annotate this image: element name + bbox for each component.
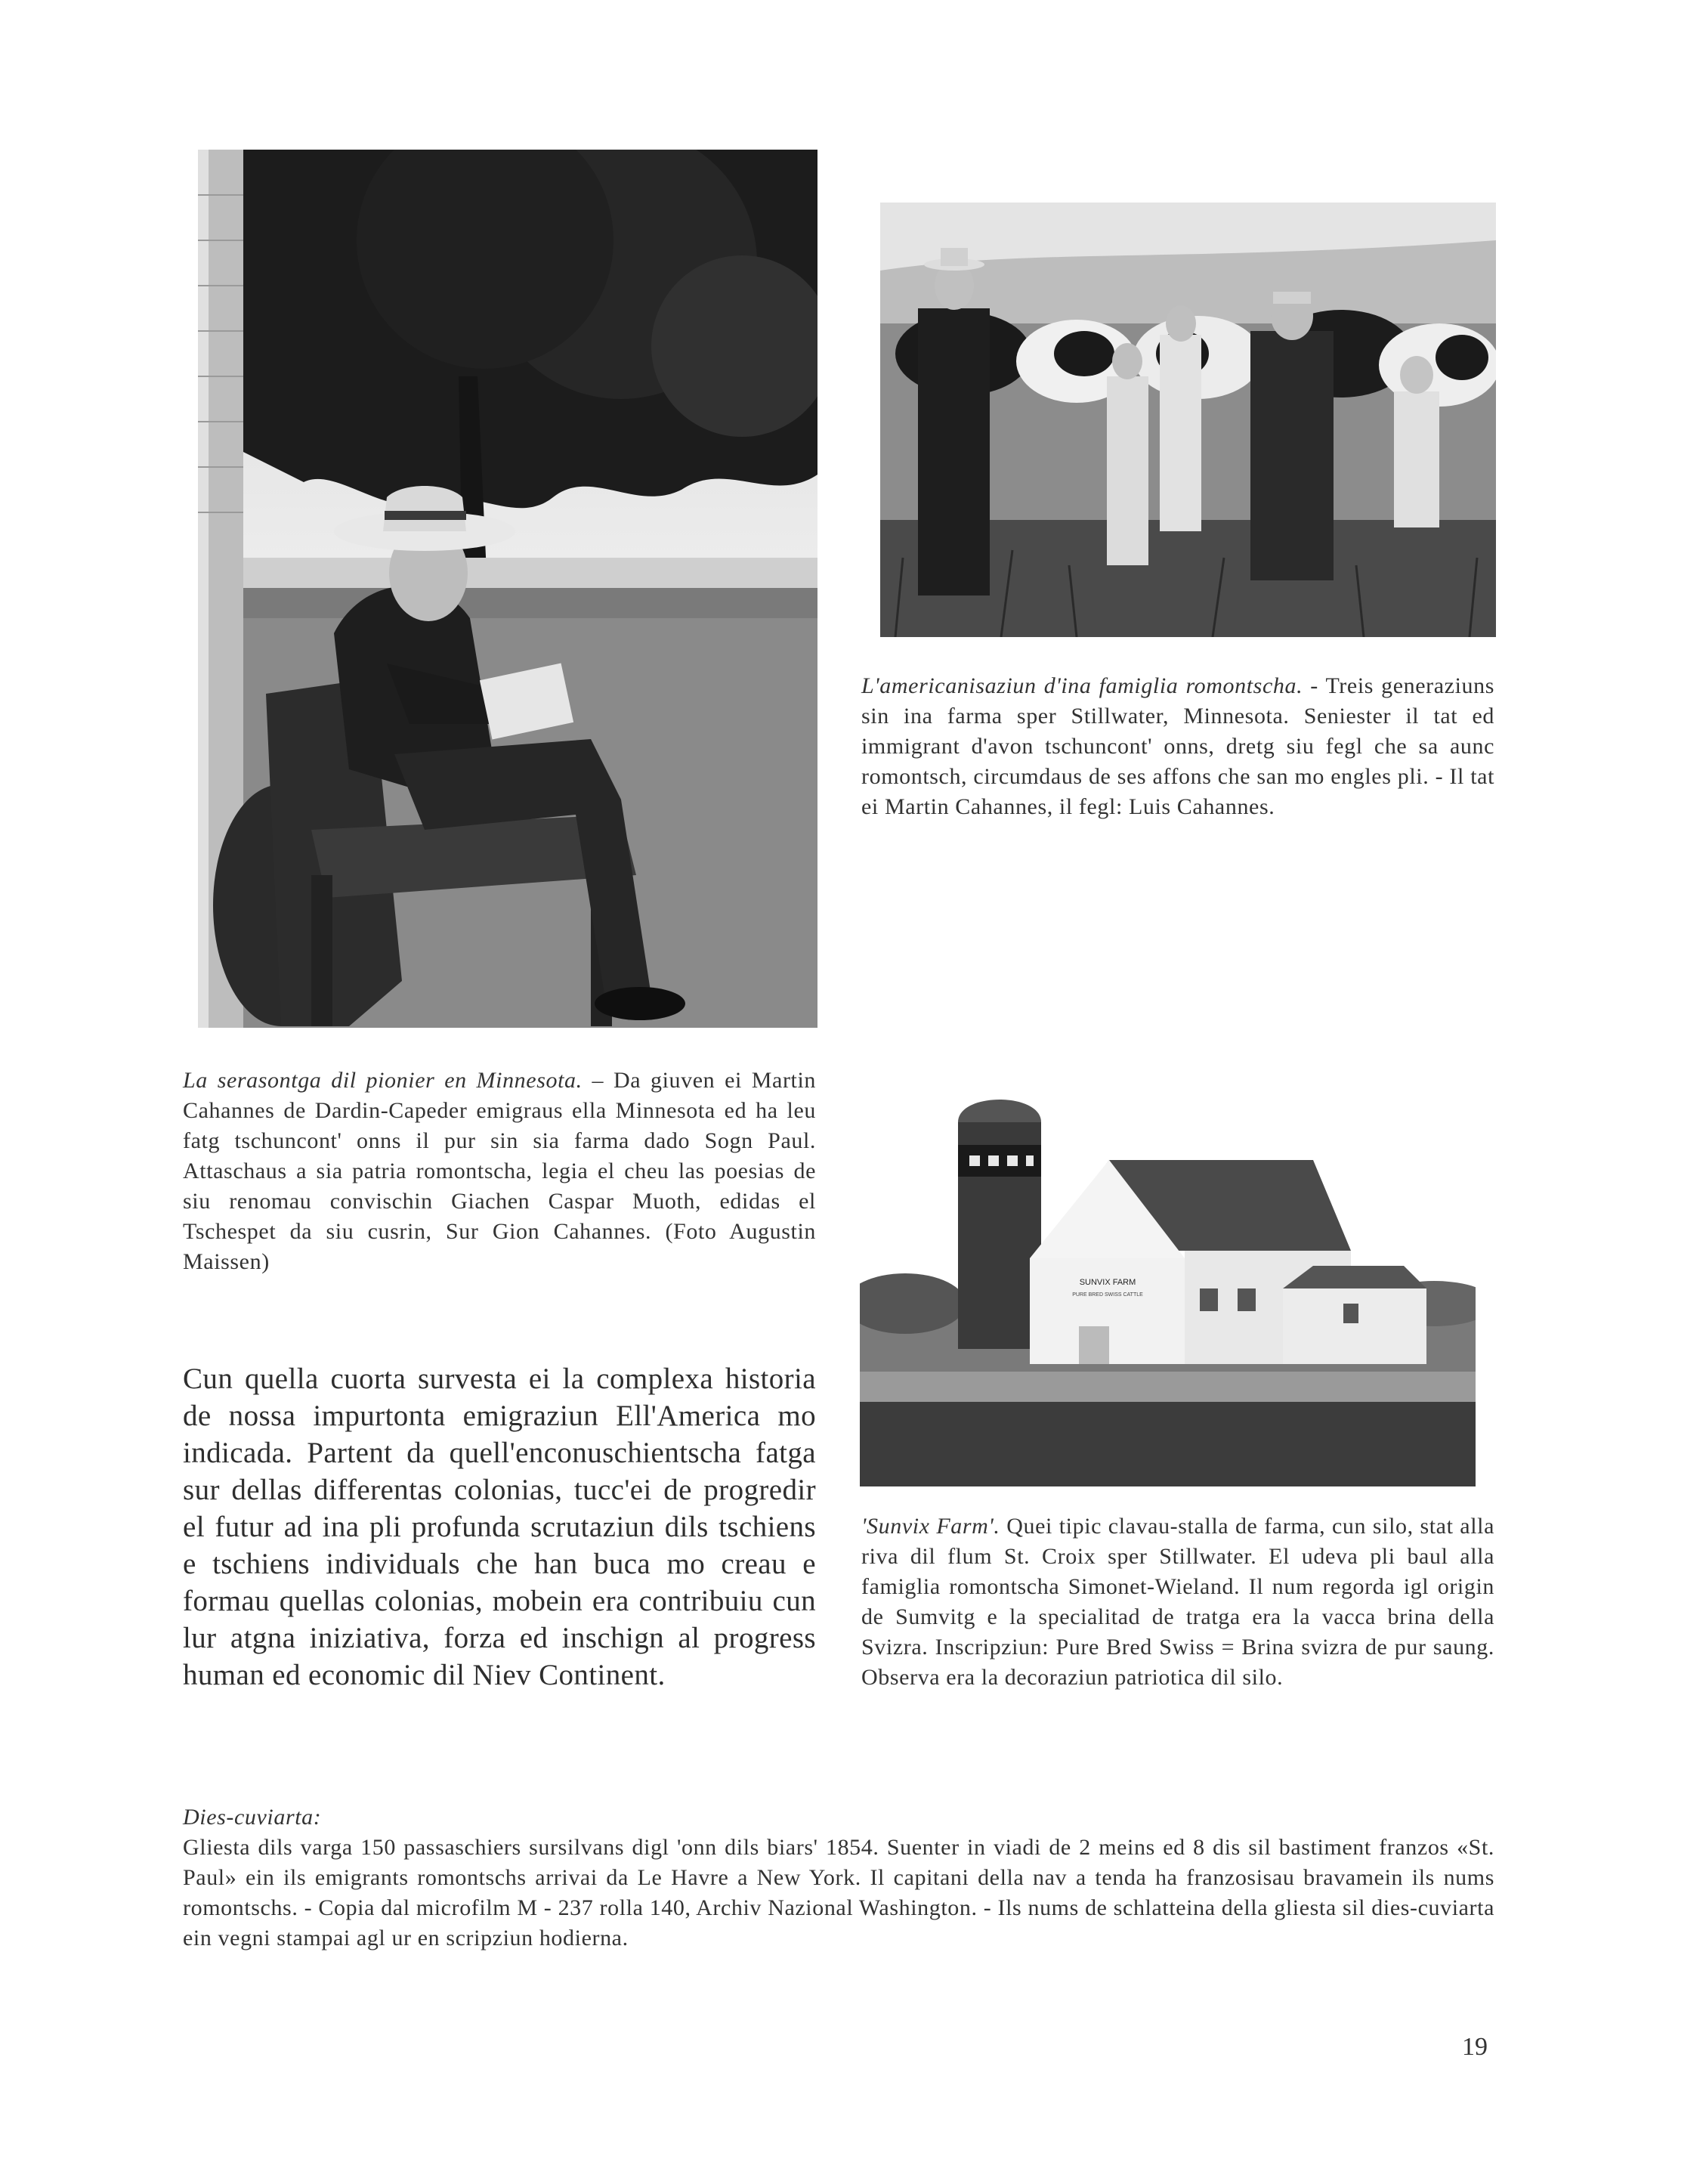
farm-sign-line1: SUNVIX FARM (1079, 1278, 1136, 1287)
dies-cuviarta-text: Gliesta dils varga 150 passaschiers sursilvans digl 'onn dils biars' 1854. Suenter in viadi de 2 meins ed 8 dis sil bastiment franzos «St. Paul» ein ils emigrants romontschs arrivai da Le Havre a New York. Il capitani della nav a tenda ha franzosisau bravamein ils nums romontschs. - Copia dal microfilm M - 237 rolla 140, Archiv Nazional Washington. - Ils nums de schlatteina della gliesta sil dies-cuviarta ein vegni stampai agl ur en scripziun hodierna. (183, 1835, 1494, 1950)
photo-family-farm (880, 203, 1496, 637)
caption-family (861, 671, 1494, 822)
caption-pioneer-title: La serasontga dil pionier en Minnesota. (183, 1068, 583, 1093)
caption-pioneer (183, 1066, 816, 1277)
caption-farm-title: 'Sunvix Farm'. (861, 1514, 1000, 1539)
dies-cuviarta-title: Dies-cuviarta: (183, 1805, 322, 1830)
caption-farm (861, 1511, 1494, 1693)
farm-sign-line2: PURE BRED SWISS CATTLE (1072, 1292, 1143, 1298)
caption-family-text: - Treis generaziuns sin ina farma sper Stillwater, Minnesota. Seniester il tat ed immigrant d'avon tschuncont' onns, dretg siu fegl che sa aunc romontsch, circumdaus de ses affons che san mo engles pli. - Il tat ei Martin Cahannes, il fegl: Luis Cahannes. (861, 673, 1494, 819)
photo-pioneer-reading (198, 150, 817, 1028)
caption-farm-text: Quei tipic clavau-stalla de farma, cun silo, stat alla riva dil flum St. Croix sper Stillwater. El udeva pli baul alla famiglia romontscha Simonet-Wieland. Il num regorda igl origin de Sumvitg e la specialitad de tratga era la vacca brina della Svizra. Inscripziun: Pure Bred Swiss = Brina svizra de pur saung. Observa era la decoraziun patriotica dil silo. (861, 1514, 1494, 1690)
caption-family-title: L'americanisaziun d'ina famiglia romontscha. (861, 673, 1303, 698)
body-paragraph (183, 1360, 816, 1694)
body-paragraph-text: Cun quella cuorta survesta ei la complexa historia de nossa impurtonta emigraziun Ell'America mo indicada. Partent da quell'enconuschientscha fatga sur dellas differentas colonias, tucc'ei de progredir el futur ad ina pli profunda scrutaziun dils tschiens e tschiens individuals che han buca mo creau e formau quellas colonias, mobein era contribuiu cun lur atgna iniziativa, forza ed inschign al progress human ed economic dil Niev Continent. (183, 1363, 816, 1691)
farm-photo-illustration (860, 1077, 1476, 1486)
dies-cuviarta (183, 1802, 1494, 1954)
page-number: 19 (1462, 2033, 1488, 2061)
pioneer-photo-illustration (198, 150, 817, 1028)
caption-pioneer-text: – Da giuven ei Martin Cahannes de Dardin-Capeder emigraus ella Minnesota ed ha leu fatg tschuncont' onns il pur sin sia farma dado Sogn Paul. Attaschaus a sia patria romontscha, legia el cheu las poesias de siu renomau convischin Giachen Caspar Muoth, edidas el Tschespet da siu cusrin, Sur Gion Cahannes. (Foto Augustin Maissen) (183, 1068, 816, 1274)
family-photo-illustration (880, 203, 1496, 637)
photo-sunvix-farm (860, 1077, 1476, 1486)
